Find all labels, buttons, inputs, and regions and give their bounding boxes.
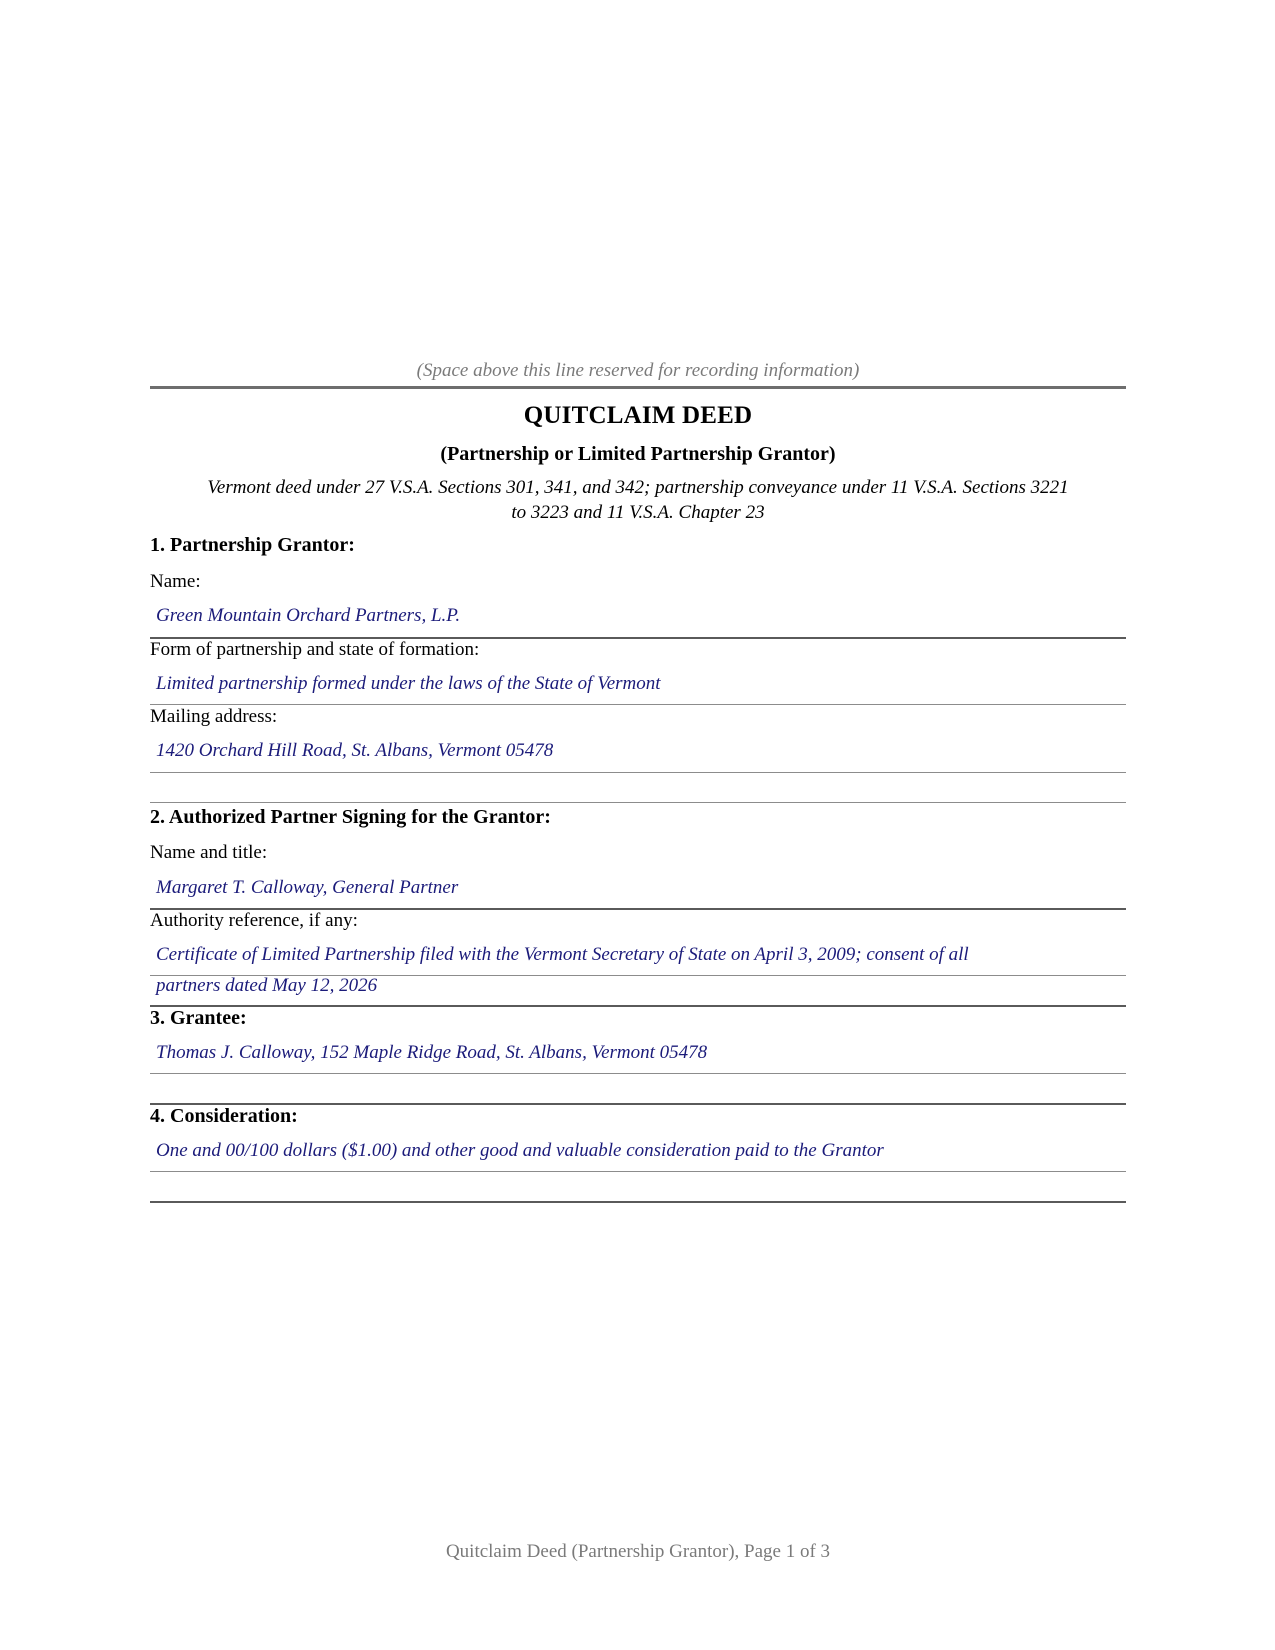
partner-name-value[interactable]: Margaret T. Calloway, General Partner [156, 877, 459, 898]
field-rule [150, 1073, 1126, 1074]
mailing-address-value[interactable]: 1420 Orchard Hill Road, St. Albans, Vermont 05478 [156, 740, 554, 761]
grantee-value[interactable]: Thomas J. Calloway, 152 Maple Ridge Road, St. Albans, Vermont 05478 [156, 1042, 708, 1063]
statute-line-1: Vermont deed under 27 V.S.A. Sections 301, 341, and 342; partnership conveyance under 11 V.S.A. Sections 3221 [207, 477, 1069, 498]
field-rule [150, 1005, 1126, 1007]
authority-label: Authority reference, if any: [150, 910, 358, 931]
section-4-heading: 4. Consideration: [150, 1105, 298, 1127]
field-rule [150, 1201, 1126, 1203]
section-2-heading: 2. Authorized Partner Signing for the Grantor: [150, 806, 551, 828]
statute-reference [150, 475, 1126, 525]
partner-name-label: Name and title: [150, 842, 268, 863]
authority-value-line-2[interactable]: partners dated May 12, 2026 [156, 975, 378, 996]
document-subtitle: (Partnership or Limited Partnership Grantor) [440, 443, 836, 465]
statute-line-2: to 3223 and 11 V.S.A. Chapter 23 [511, 502, 765, 523]
section-1-heading: 1. Partnership Grantor: [150, 534, 355, 556]
field-rule [150, 1171, 1126, 1172]
field-rule [150, 802, 1126, 803]
document-title: QUITCLAIM DEED [523, 402, 753, 429]
grantor-name-value[interactable]: Green Mountain Orchard Partners, L.P. [156, 605, 461, 626]
recording-rule [150, 386, 1126, 389]
page-footer: Quitclaim Deed (Partnership Grantor), Page 1 of 3 [445, 1541, 831, 1562]
field-rule [150, 772, 1126, 773]
field-rule [150, 704, 1126, 705]
partnership-form-label: Form of partnership and state of formation: [150, 639, 480, 660]
mailing-address-label: Mailing address: [150, 706, 278, 727]
partnership-form-value[interactable]: Limited partnership formed under the laws of the State of Vermont [156, 673, 661, 694]
consideration-value[interactable]: One and 00/100 dollars ($1.00) and other good and valuable consideration paid to the Grantor [156, 1140, 884, 1161]
section-3-heading: 3. Grantee: [150, 1007, 247, 1029]
recording-note: (Space above this line reserved for recording information) [416, 360, 860, 381]
authority-value-line-1[interactable]: Certificate of Limited Partnership filed with the Vermont Secretary of State on April 3, 2009; consent of all [156, 944, 969, 965]
grantor-name-label: Name: [150, 571, 201, 592]
